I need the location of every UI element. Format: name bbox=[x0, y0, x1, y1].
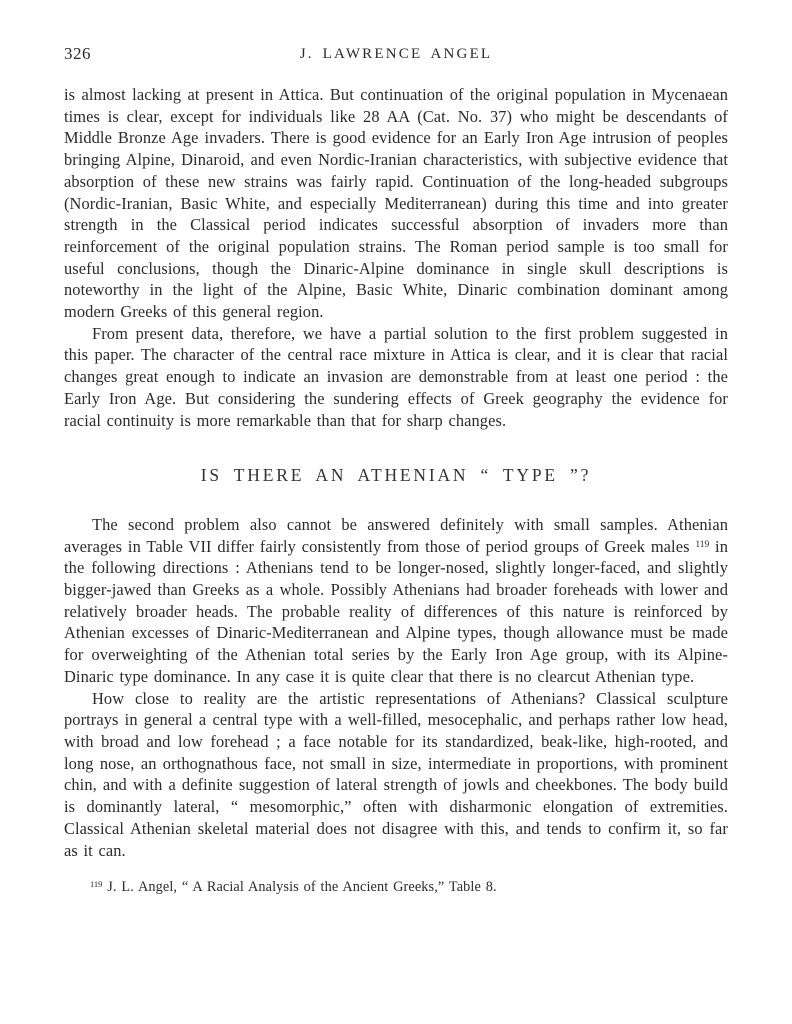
paragraph: is almost lacking at present in Attica. But continuation of the original population in Mycenaean times is clear, except for individuals like 28 AA (Cat. No. 37) who might be descendants of Middle Bronze Age invaders. There is good evidence for an Early Iron Age intrusion of peoples bringing Alpine, Dinaroid, and even Nordic-Iranian characteristics, with subjective evidence that absorption of these new strains was fairly rapid. Continuation of the long-headed subgroups (Nordic-Iranian, Basic White, and especially Mediterranean) during this time and into greater strength in the Classical period indicates successful absorption of invaders more than reinforcement of the original population strains. The Roman period sample is too small for useful conclusions, though the Dinaric-Alpine dominance in single skull descriptions is noteworthy in the light of the Alpine, Basic White, Dinaric combination dominant among modern Greeks of this general region. bbox=[64, 85, 728, 322]
footnote-text: J. L. Angel, “ A Racial Analysis of the Ancient Greeks,” Table 8. bbox=[107, 879, 497, 896]
footnote-marker: 119 bbox=[90, 879, 103, 890]
paragraph: From present data, therefore, we have a partial solution to the first problem suggested in this paper. The character of the central race mixture in Attica is clear, and it is clear that racial changes great enough to indicate an invasion are demonstrable from at least one period : the Early Iron Age. But considering the sundering effects of Greek geography the evidence for racial continuity is more remarkable than that for sharp changes. bbox=[64, 323, 728, 430]
body-text bbox=[64, 84, 728, 897]
paragraph-group-first-problem bbox=[64, 84, 728, 431]
paragraph: The second problem also cannot be answered definitely with small samples. Athenian averages in Table VII differ fairly consistently from those of period groups of Greek males $^{119}$ in the following directions : Athenians tend to be longer-nosed, slightly longer-faced, and slightly bigger-jawed than Greeks as a whole. Possibly Athenians had broader foreheads with lower and relatively broader heads. The probable reality of differences of this nature is reinforced by Athenian excesses of Dinaric-Mediterranean and Alpine types, though allowance must be made for overweighting of the Athenian total series by the Early Iron Age group, with its Alpine-Dinaric type dominance. In any case it is quite clear that there is no clearcut Athenian type. bbox=[64, 514, 729, 686]
running-header-author: J. LAWRENCE ANGEL bbox=[299, 46, 493, 62]
footnote-reference: 119 bbox=[695, 539, 710, 550]
footnote bbox=[64, 878, 728, 897]
paragraph-group-athenian-type bbox=[64, 514, 728, 861]
paragraph: How close to reality are the artistic representations of Athenians? Classical sculpture portrays in general a central type with a well-filled, mesocephalic, and perhaps rather low head, with broad and low forehead ; a face notable for its standardized, beak-like, high-rooted, and long nose, an orthognathous face, not small in size, intermediate in proportions, with prominent chin, and with a definite suggestion of lateral strength of jowls and cheekbones. The body build is dominantly lateral, “ mesomorphic,” often with disharmonic elongation of extremities. Classical Athenian skeletal material does not disagree with this, and tends to confirm it, so far as it can. bbox=[64, 688, 728, 860]
section-heading: IS THERE AN ATHENIAN “ TYPE ”? bbox=[200, 465, 592, 486]
page-number: 326 bbox=[64, 44, 91, 63]
running-header bbox=[64, 44, 728, 66]
